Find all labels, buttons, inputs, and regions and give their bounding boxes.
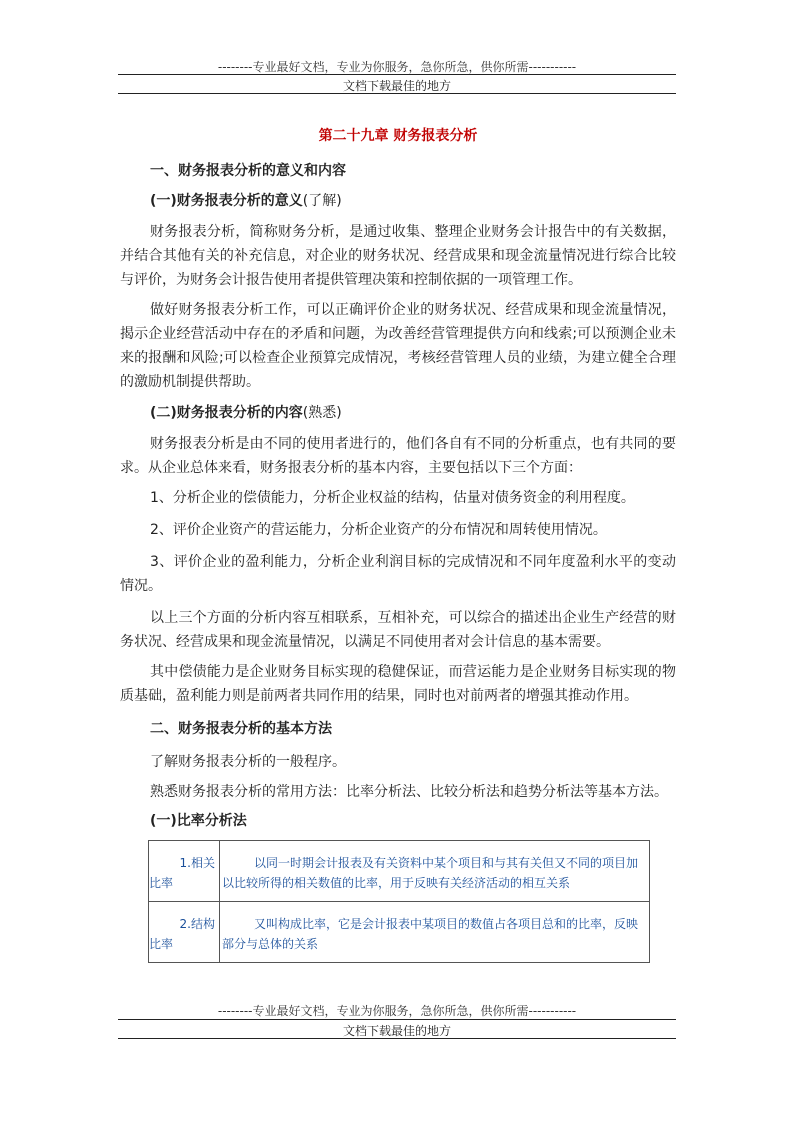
term-part-a: 2.结构 <box>179 917 215 931</box>
table-row <box>149 902 650 963</box>
header-rule-top <box>118 74 676 75</box>
header-rule-bottom <box>118 93 676 94</box>
paragraph: 其中偿债能力是企业财务目标实现的稳健保证，而营运能力是企业财务目标实现的物质基础，盈利能力则是前两者共同作用的结果，同时也对前两者的增强其推动作用。 <box>120 664 676 704</box>
footer-site-name: 文档下载最佳的地方 <box>342 1024 451 1038</box>
term-part-b: 比率 <box>149 937 174 951</box>
paragraph: 了解财务报表分析的一般程序。 <box>150 754 346 770</box>
list-item: 2、评价企业资产的营运能力，分析企业资产的分布情况和周转使用情况。 <box>150 522 607 538</box>
ratio-table <box>148 840 650 963</box>
header-site-name: 文档下载最佳的地方 <box>342 79 451 93</box>
term-part-a: 1.相关 <box>179 856 215 870</box>
subsection-title: (二)财务报表分析的内容 <box>150 405 303 421</box>
paragraph: 财务报表分析是由不同的使用者进行的，他们各自有不同的分析重点，也有共同的要求。从企业总体来看，财务报表分析的基本内容，主要包括以下三个方面： <box>120 436 676 476</box>
footer-slogan: --------专业最好文档，专业为你服务，急你所急，供你所需----------- <box>217 1004 577 1018</box>
table-cell-term <box>149 841 220 902</box>
section-heading-2: 二、财务报表分析的基本方法 <box>150 721 332 737</box>
chapter-title: 第二十九章 财务报表分析 <box>318 128 478 144</box>
footer-rule-bottom <box>118 1038 676 1039</box>
paragraph: 以上三个方面的分析内容互相联系，互相补充，可以综合的描述出企业生产经营的财务状况、经营成果和现金流量情况，以满足不同使用者对会计信息的基本需要。 <box>120 610 676 650</box>
paragraph: 财务报表分析，简称财务分析，是通过收集、整理企业财务会计报告中的有关数据，并结合其他有关的补充信息，对企业的财务状况、经营成果和现金流量情况进行综合比较与评价，为财务会计报告使用者提供管理决策和控制依据的一项管理工作。 <box>120 224 676 288</box>
list-item: 3、评价企业的盈利能力，分析企业利润目标的完成情况和不同年度盈利水平的变动情况。 <box>120 554 676 594</box>
document-body <box>120 128 676 963</box>
term-part-b: 比率 <box>149 876 174 890</box>
subsection-note: (熟悉) <box>302 405 342 421</box>
subsection-title: (一)财务报表分析的意义 <box>150 193 303 209</box>
table-cell-description: 又叫构成比率，它是会计报表中某项目的数值占各项目总和的比率，反映部分与总体的关系 <box>220 902 650 963</box>
table-row <box>149 841 650 902</box>
footer-rule-top <box>118 1019 676 1020</box>
list-item: 1、分析企业的偿债能力，分析企业权益的结构，估量对债务资金的利用程度。 <box>150 490 635 506</box>
subsection-heading-2-1: (一)比率分析法 <box>150 813 247 829</box>
subsection-heading-1-1 <box>150 192 676 210</box>
table-cell-term <box>149 902 220 963</box>
header-slogan: --------专业最好文档，专业为你服务，急你所急，供你所需----------- <box>217 60 577 74</box>
table-cell-description: 以同一时期会计报表及有关资料中某个项目和与其有关但又不同的项目加以比较所得的相关数值的比率，用于反映有关经济活动的相互关系 <box>220 841 650 902</box>
subsection-heading-1-2 <box>150 404 676 422</box>
paragraph: 熟悉财务报表分析的常用方法：比率分析法、比较分析法和趋势分析法等基本方法。 <box>150 784 668 800</box>
section-heading-1: 一、财务报表分析的意义和内容 <box>150 163 346 179</box>
subsection-note: (了解) <box>302 193 342 209</box>
paragraph: 做好财务报表分析工作，可以正确评价企业的财务状况、经营成果和现金流量情况，揭示企业经营活动中存在的矛盾和问题，为改善经营管理提供方向和线索;可以预测企业未来的报酬和风险;可以检查企业预算完成情况，考核经营管理人员的业绩，为建立健全合理的激励机制提供帮助。 <box>120 302 676 390</box>
